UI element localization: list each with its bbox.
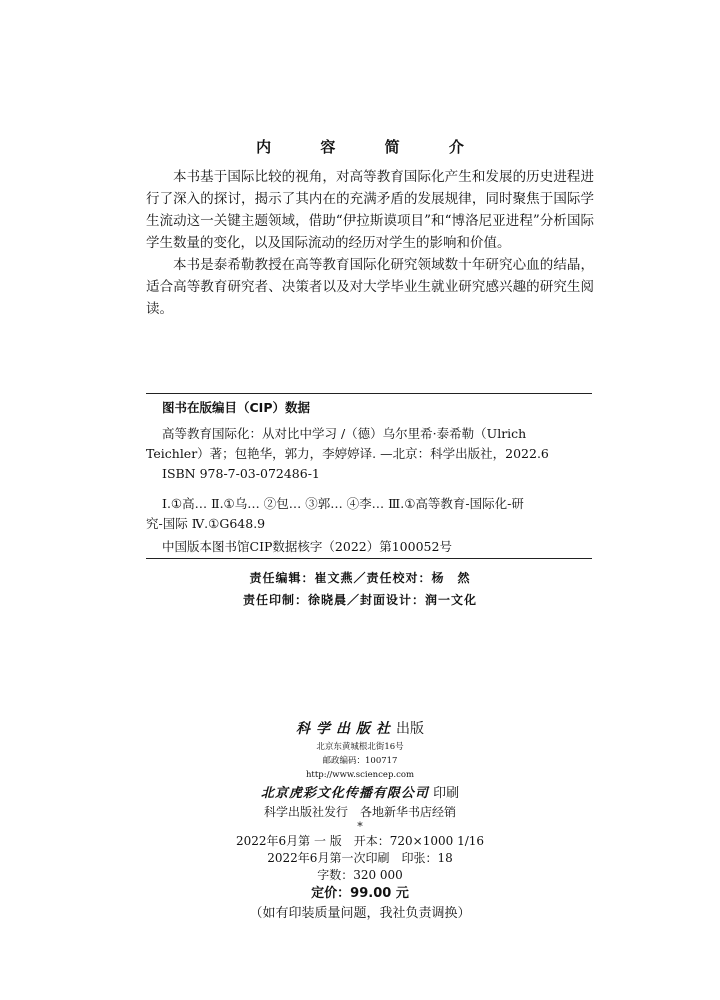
cip-top-rule <box>146 393 592 394</box>
summary-text <box>146 166 594 320</box>
cip-record <box>146 424 592 534</box>
printer-line <box>0 784 720 804</box>
cip-classification-line: 究-国际 Ⅳ.①G648.9 <box>146 516 266 531</box>
publisher-suffix: 出版 <box>396 721 424 737</box>
publisher-postcode: 邮政编码：100717 <box>322 756 398 766</box>
summary-title: 内 容 简 介 <box>256 138 486 156</box>
cip-isbn: ISBN 978-7-03-072486-1 <box>162 466 320 481</box>
publisher-website: http://www.sciencep.com <box>305 770 415 780</box>
edition-line: 2022年6月第 一 版 开本：720×1000 1/16 <box>235 834 485 848</box>
printer-name: 北京虎彩文化传播有限公司 <box>260 786 429 801</box>
separator-star: * <box>357 820 363 833</box>
price: 定价：99.00 元 <box>311 886 409 901</box>
cip-bottom-rule <box>146 558 592 559</box>
distribution-line: 科学出版社发行 各地新华书店经销 <box>263 805 456 819</box>
publisher-name: 科学出版社 <box>296 721 396 737</box>
cip-classification-line: Ⅰ.①高… Ⅱ.①乌… ②包… ③郭… ④李… Ⅲ.①高等教育-国际化-研 <box>162 496 524 511</box>
staff-editors: 责任编辑：崔文燕／责任校对：杨 然 <box>249 571 471 585</box>
cip-record-line: Teichler）著；包艳华，郭力，李婷婷译. —北京：科学出版社，2022.6 <box>146 446 549 461</box>
summary-paragraph: 本书是泰希勒教授在高等教育国际化研究领域数十年研究心血的结晶，适合高等教育研究者、决策者以及对大学毕业生就业研究感兴趣的研究生阅读。 <box>146 257 594 317</box>
cip-record-line: 高等教育国际化：从对比中学习 /（德）乌尔里希·泰希勒（Ulrich <box>162 426 527 441</box>
cip-number: 中国版本图书馆CIP数据核字（2022）第100052号 <box>162 539 452 554</box>
printing-line: 2022年6月第一次印刷 印张：18 <box>267 851 453 865</box>
publisher-line <box>0 718 720 740</box>
summary-paragraph: 本书基于国际比较的视角，对高等教育国际化产生和发展的历史进程进行了深入的探讨，揭示了其内在的充满矛盾的发展规律，同时聚焦于国际学生流动这一关键主题领域，借助“伊拉斯谟项目”和“博洛尼亚进程”分析国际学生数量的变化，以及国际流动的经历对学生的影响和价值。 <box>146 169 594 251</box>
staff-production: 责任印制：徐晓晨／封面设计：润一文化 <box>242 593 477 607</box>
cip-heading: 图书在版编目（CIP）数据 <box>162 400 310 415</box>
word-count: 字数：320 000 <box>317 868 403 882</box>
imprint-block <box>0 718 720 924</box>
publisher-address: 北京东黄城根北街16号 <box>316 742 404 752</box>
quality-note: （如有印装质量问题，我社负责调换） <box>249 906 471 921</box>
printer-suffix: 印刷 <box>433 786 460 801</box>
